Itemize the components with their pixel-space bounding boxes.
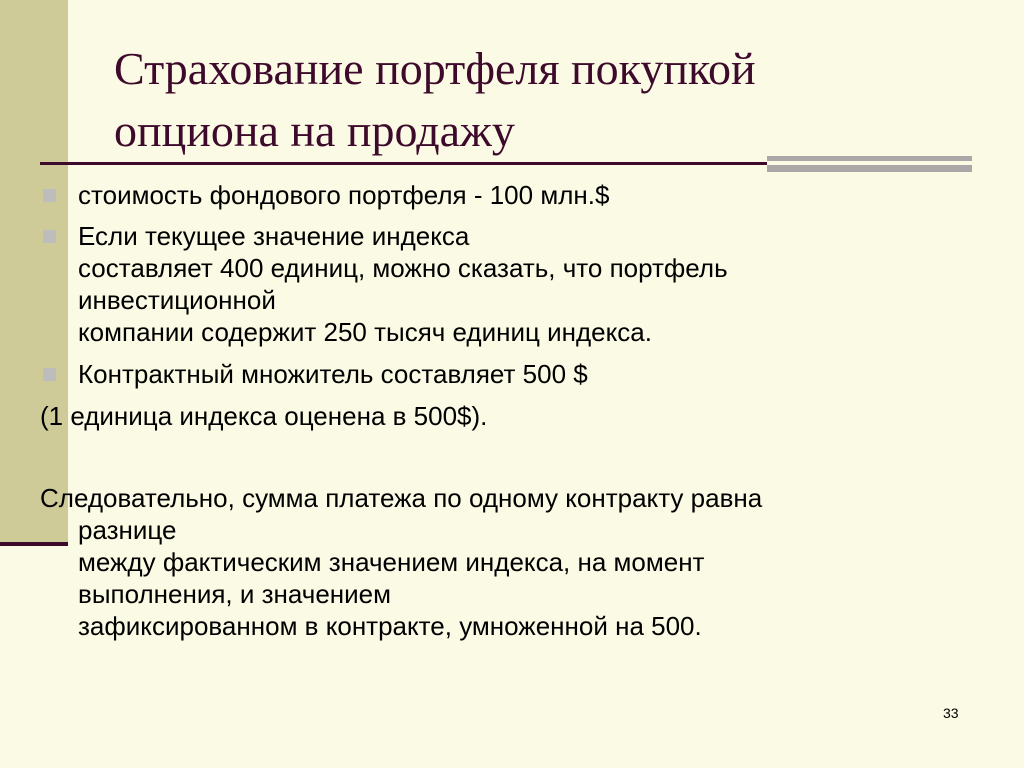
bullet-line: составляет 400 единиц, можно сказать, что портфель xyxy=(78,253,728,283)
conclusion-line: Следовательно, сумма платежа по одному контракту равна xyxy=(40,483,763,513)
conclusion-line: выполнения, и значением xyxy=(78,579,392,609)
bullet-portfolio-value xyxy=(40,179,1000,211)
note-line: (1 единица индекса оценена в 500$). xyxy=(40,401,488,431)
square-bullet-icon xyxy=(43,368,56,381)
bullet-contract-multiplier xyxy=(40,358,1000,390)
conclusion-line: между фактическим значением индекса, на момент xyxy=(78,547,705,577)
page-number: 33 xyxy=(943,705,959,721)
index-price-note xyxy=(40,400,1000,432)
bullet-line: Контрактный множитель составляет 500 $ xyxy=(78,359,588,389)
title-accent-bars xyxy=(767,156,972,172)
bullet-line: Если текущее значение индекса xyxy=(78,221,470,251)
square-bullet-icon xyxy=(43,189,56,202)
conclusion-line: зафиксированном в контракте, умноженной на 500. xyxy=(78,611,702,641)
conclusion-line: разнице xyxy=(78,515,177,545)
conclusion-paragraph xyxy=(40,482,1000,642)
title-line-2: опциона на продажу xyxy=(114,105,515,156)
bullet-line: компании содержит 250 тысяч единиц индекса. xyxy=(78,317,652,347)
bullet-line: стоимость фондового портфеля - 100 млн.$ xyxy=(78,180,610,210)
bullet-index-value xyxy=(40,220,1000,348)
slide-title xyxy=(114,38,994,162)
title-line-1: Страхование портфеля покупкой xyxy=(114,43,756,94)
bullet-line: инвестиционной xyxy=(78,285,276,315)
square-bullet-icon xyxy=(43,230,56,243)
